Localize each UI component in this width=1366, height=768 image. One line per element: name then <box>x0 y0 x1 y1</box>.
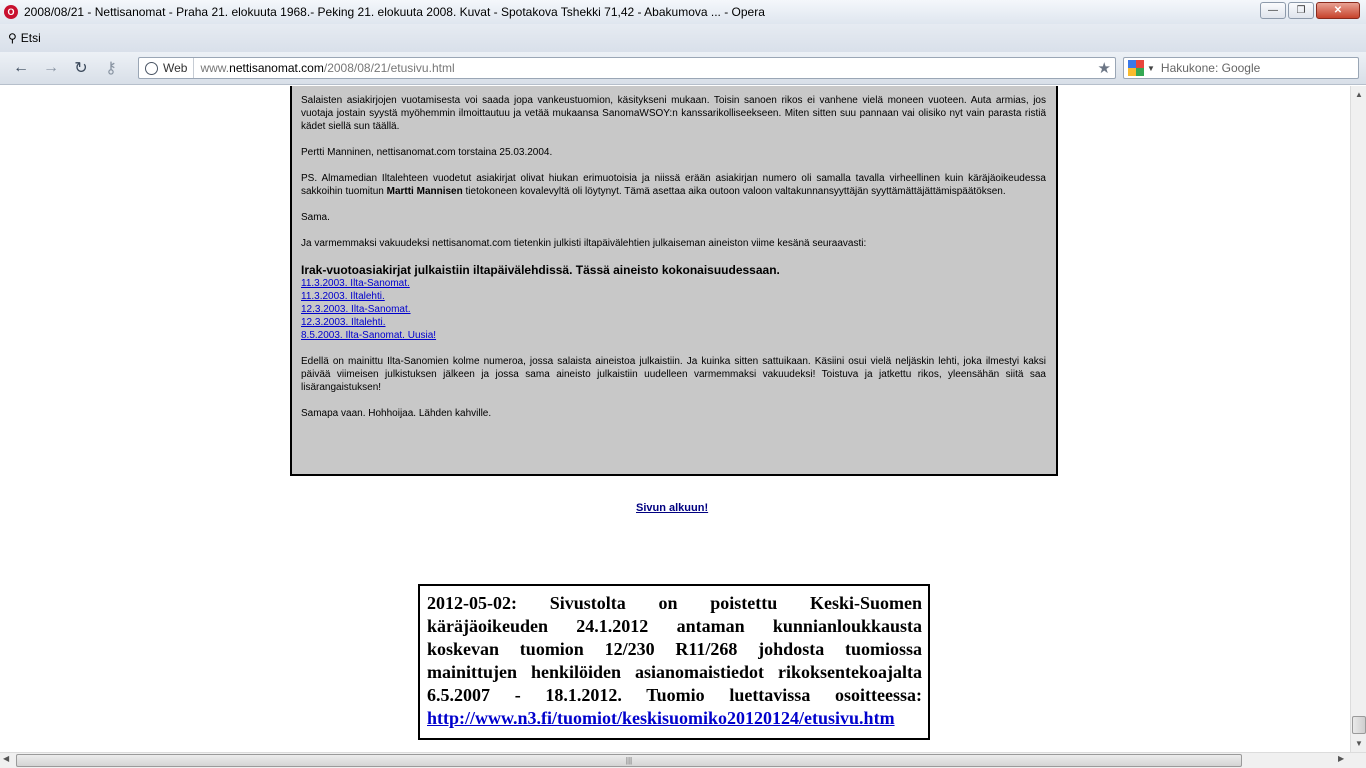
vertical-scroll-thumb[interactable] <box>1352 716 1366 734</box>
horizontal-scroll-thumb[interactable]: ||| <box>16 754 1242 767</box>
article-link[interactable]: 11.3.2003. Iltalehti. <box>301 291 385 302</box>
site-info-badge[interactable] <box>139 58 194 78</box>
scroll-right-icon[interactable]: ▶ <box>1338 754 1345 763</box>
url-prefix: www. <box>200 61 230 75</box>
article-link[interactable]: 12.3.2003. Iltalehti. <box>301 317 386 328</box>
article-heading: Irak-vuotoasiakirjat julkaistiin iltapäivälehdissä. Tässä aineisto kokonaisuudessaan. <box>301 263 780 277</box>
article-paragraph-sama: Sama. <box>301 212 330 223</box>
url-host: nettisanomat.com <box>229 61 324 75</box>
article-links <box>301 277 1046 342</box>
article-paragraph-closing: Samapa vaan. Hohhoijaa. Lähden kahville. <box>301 408 492 419</box>
article-paragraph-intro: Ja varmemmaksi vakuudeksi nettisanomat.com tietenkin julkisti iltapäivälehtien julkaiseman aineiston viime kesänä seuraavasti: <box>301 238 867 249</box>
navigation-toolbar <box>0 52 1366 85</box>
bookmark-star-icon[interactable]: ★ <box>1097 60 1111 77</box>
article-link[interactable]: 12.3.2003. Ilta-Sanomat. <box>301 304 411 315</box>
search-engine-box[interactable] <box>1123 57 1359 79</box>
article-signature: Pertti Manninen, nettisanomat.com torstaina 25.03.2004. <box>301 147 553 158</box>
scroll-up-icon[interactable]: ▲ <box>1355 89 1363 99</box>
scroll-down-icon[interactable]: ▼ <box>1355 738 1363 748</box>
minimize-icon[interactable]: — <box>1260 2 1286 19</box>
forward-arrow-icon[interactable]: → <box>43 59 59 76</box>
globe-icon <box>145 62 158 75</box>
title-bar <box>0 0 1366 24</box>
chevron-down-icon[interactable]: ▼ <box>1147 63 1155 73</box>
ps-text-before: PS. Almamedian Iltalehteen vuodetut asiakirjat olivat hiukan erimuotoisia ja niissä erään asiakirjan numero oli samalla tavalla virheellinen kuin käräjäoikeudessa sakkoihin tuomitun <box>301 173 1046 197</box>
ps-bold-name: Martti Mannisen <box>386 186 463 197</box>
menu-search-label[interactable]: Etsi <box>20 31 41 45</box>
search-engine-placeholder[interactable]: Hakukone: Google <box>1160 61 1261 75</box>
page-viewport <box>0 86 1350 752</box>
google-icon[interactable] <box>1128 60 1144 76</box>
article-link[interactable]: 8.5.2003. Ilta-Sanomat. Uusia! <box>301 330 437 341</box>
window-controls <box>1260 2 1360 19</box>
web-badge-label: Web <box>163 61 188 75</box>
maximize-icon[interactable]: ❐ <box>1288 2 1314 19</box>
back-arrow-icon[interactable]: ← <box>13 59 29 76</box>
article-box <box>290 86 1058 476</box>
menu-bar <box>0 24 1366 52</box>
window-title: 2008/08/21 - Nettisanomat - Praha 21. elokuuta 1968.- Peking 21. elokuuta 2008. Kuvat - Spotakova Tshekki 71,42 - Abakumova ... - Opera <box>24 5 765 19</box>
horizontal-scrollbar[interactable] <box>0 752 1366 768</box>
address-bar[interactable] <box>138 57 1116 79</box>
article-paragraph-edella: Edellä on mainittu Ilta-Sanomien kolme numeroa, jossa salaista aineistoa julkaistiin. Ja kuinka sitten sattuikaan. Käsiini osui vielä neljäskin lehti, joka ilmestyi kaksi päivää viimeisen julkistuksen jälkeen ja jossa sama aineisto julkaistiin uudelleen varmemmaksi vakuudeksi! Toistuva ja jatkettu rikos, yleensähän siitä saa lisärangaistuksen! <box>301 356 1046 393</box>
url-text[interactable] <box>194 61 454 75</box>
key-icon[interactable]: ⚷ <box>105 60 117 77</box>
removal-notice <box>418 584 930 740</box>
opera-logo-icon: O <box>4 5 18 19</box>
back-to-top-link[interactable]: Sivun alkuun! <box>636 502 709 514</box>
article-paragraph-1: Salaisten asiakirjojen vuotamisesta voi saada jopa vankeustuomion, käsitykseni mukaan. Toisin sanoen rikos ei vanhene vielä moneen vuoteen. Auta armias, jos vuotaja jostain syystä myöhemmin ilmoittautuu ja vetää mukaansa SanomaWSOY:n kanssarikolliseekseen. Miten sitten suu pannaan vai olisiko nyt vain parasta ristiä kädet siellä sun täällä. <box>301 95 1046 132</box>
notice-link[interactable]: http://www.n3.fi/tuomiot/keskisuomiko20120124/etusivu.htm <box>427 708 895 728</box>
notice-text: 2012-05-02: Sivustolta on poistettu Keski-Suomen käräjäoikeuden 24.1.2012 antaman kunnianloukkausta koskevan tuomion 12/230 R11/268 johdosta tuomiossa mainittujen henkilöiden asianomaistiedot rikoksentekoajalta 6.5.2007 - 18.1.2012. Tuomio luettavissa osoitteessa: <box>427 593 922 705</box>
close-icon[interactable]: ✕ <box>1316 2 1360 19</box>
url-path: /2008/08/21/etusivu.html <box>323 61 455 75</box>
scroll-left-icon[interactable]: ◀ <box>3 754 10 763</box>
ps-text-after: tietokoneen kovalevyltä oli löytynyt. Tämä asettaa aika outoon valoon valtakunnansyyttäjän syyttämättäjättämispäätöksen. <box>462 186 1006 197</box>
search-icon[interactable]: ⚲ <box>8 31 17 45</box>
reload-icon[interactable]: ↻ <box>74 60 88 77</box>
article-link[interactable]: 11.3.2003. Ilta-Sanomat. <box>301 278 410 289</box>
article-paragraph-ps <box>301 172 1046 198</box>
vertical-scrollbar[interactable] <box>1350 86 1366 752</box>
